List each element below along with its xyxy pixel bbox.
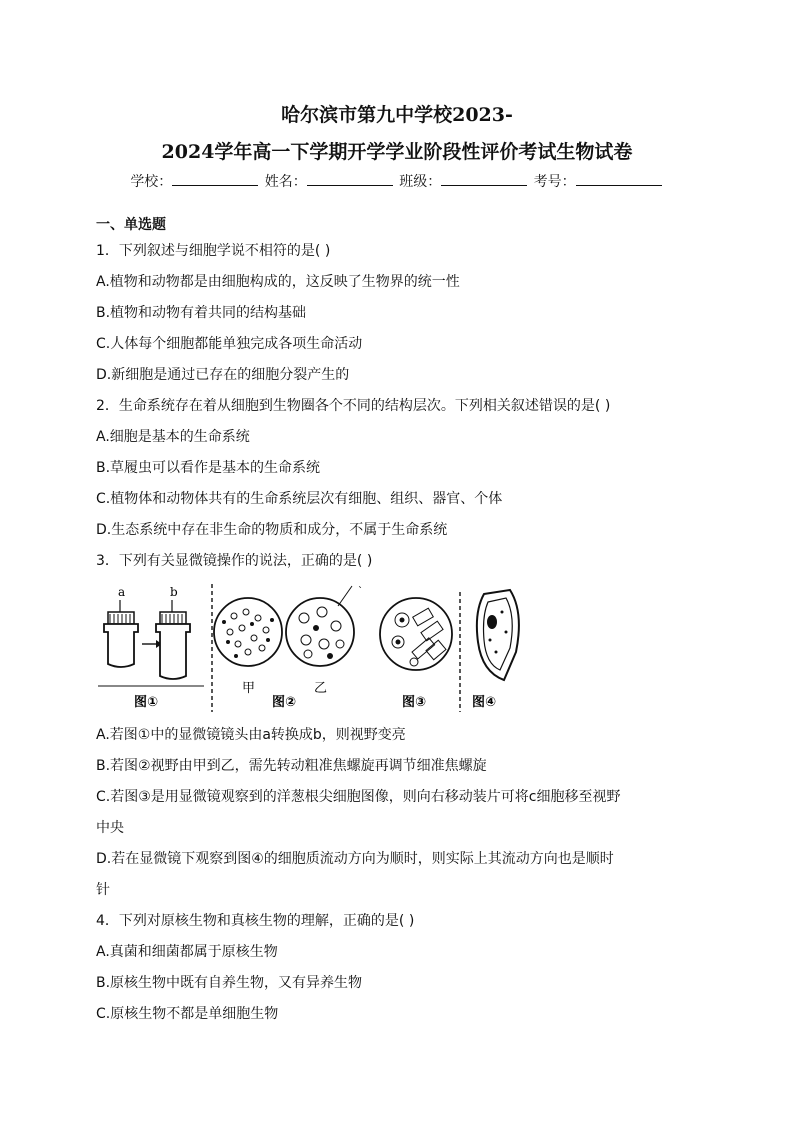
question-4-option-a: A.真菌和细菌都属于原核生物 xyxy=(96,944,278,960)
caption-fig4: 图④ xyxy=(472,695,497,710)
lens-b-icon xyxy=(156,612,190,679)
field-jia-icon xyxy=(214,598,282,666)
question-1-option-c: C.人体每个细胞都能单独完成各项生命活动 xyxy=(96,336,363,352)
question-1-option-d: D.新细胞是通过已存在的细胞分裂产生的 xyxy=(96,367,350,383)
question-3-option-a: A.若图①中的显微镜镜头由a转换成b，则视野变亮 xyxy=(96,727,406,743)
question-2-option-d: D.生态系统中存在非生命的物质和成分，不属于生命系统 xyxy=(96,522,448,538)
number-label: 考号： xyxy=(533,174,576,190)
question-3-option-d: D.若在显微镜下观察到图④的细胞质流动方向为顺时，则实际上其流动方向也是顺时 xyxy=(96,851,614,867)
question-3-option-c-cont: 中央 xyxy=(96,820,124,836)
caption-fig2: 图② xyxy=(272,695,297,710)
exam-title-line1: 哈尔滨市第九中学校2023- xyxy=(281,104,513,126)
student-info-row xyxy=(0,171,794,191)
question-2-option-b: B.草履虫可以看作是基本的生命系统 xyxy=(96,460,321,476)
question-2-option-a: A.细胞是基本的生命系统 xyxy=(96,429,250,445)
label-a: a xyxy=(118,585,126,599)
caption-fig1: 图① xyxy=(134,695,159,710)
question-3-option-c: C.若图③是用显微镜观察到的洋葱根尖细胞图像，则向右移动装片可将c细胞移至视野 xyxy=(96,789,621,805)
field-yi-icon xyxy=(286,598,354,666)
name-blank[interactable] xyxy=(307,173,393,186)
question-2-option-c: C.植物体和动物体共有的生命系统层次有细胞、组织、器官、个体 xyxy=(96,491,503,507)
label-yi: 乙 xyxy=(314,681,328,696)
class-label: 班级： xyxy=(399,174,442,190)
label-b: b xyxy=(170,585,178,599)
plant-cell-icon xyxy=(477,590,519,680)
question-1-option-a: A.植物和动物都是由细胞构成的，这反映了生物界的统一性 xyxy=(96,274,460,290)
question-1-stem: 1．下列叙述与细胞学说不相符的是( ) xyxy=(96,243,331,259)
question-3-stem: 3．下列有关显微镜操作的说法，正确的是( ) xyxy=(96,553,373,569)
school-label: 学校： xyxy=(130,174,173,190)
pointer-mark: ˋ xyxy=(358,586,363,597)
label-jia: 甲 xyxy=(242,681,256,696)
school-blank[interactable] xyxy=(172,173,258,186)
microscope-figure xyxy=(96,582,526,714)
question-2-stem: 2．生命系统存在着从细胞到生物圈各个不同的结构层次。下列相关叙述错误的是( ) xyxy=(96,398,611,414)
question-4-stem: 4．下列对原核生物和真核生物的理解，正确的是( ) xyxy=(96,913,415,929)
caption-fig3: 图③ xyxy=(402,695,427,710)
question-4-option-c: C.原核生物不都是单细胞生物 xyxy=(96,1006,279,1022)
class-blank[interactable] xyxy=(441,173,527,186)
question-3-option-d-cont: 针 xyxy=(96,882,110,898)
number-blank[interactable] xyxy=(576,173,662,186)
lens-a-icon xyxy=(104,612,138,667)
section-heading: 一、单选题 xyxy=(96,217,166,233)
question-4-option-b: B.原核生物中既有自养生物，又有异养生物 xyxy=(96,975,363,991)
question-1-option-b: B.植物和动物有着共同的结构基础 xyxy=(96,305,307,321)
microscope-figure-svg xyxy=(96,582,526,714)
question-3-option-b: B.若图②视野由甲到乙，需先转动粗准焦螺旋再调节细准焦螺旋 xyxy=(96,758,487,774)
root-tip-field-icon xyxy=(380,598,452,670)
exam-title-line2: 2024学年高一下学期开学学业阶段性评价考试生物试卷 xyxy=(161,141,633,163)
name-label: 姓名： xyxy=(264,174,307,190)
